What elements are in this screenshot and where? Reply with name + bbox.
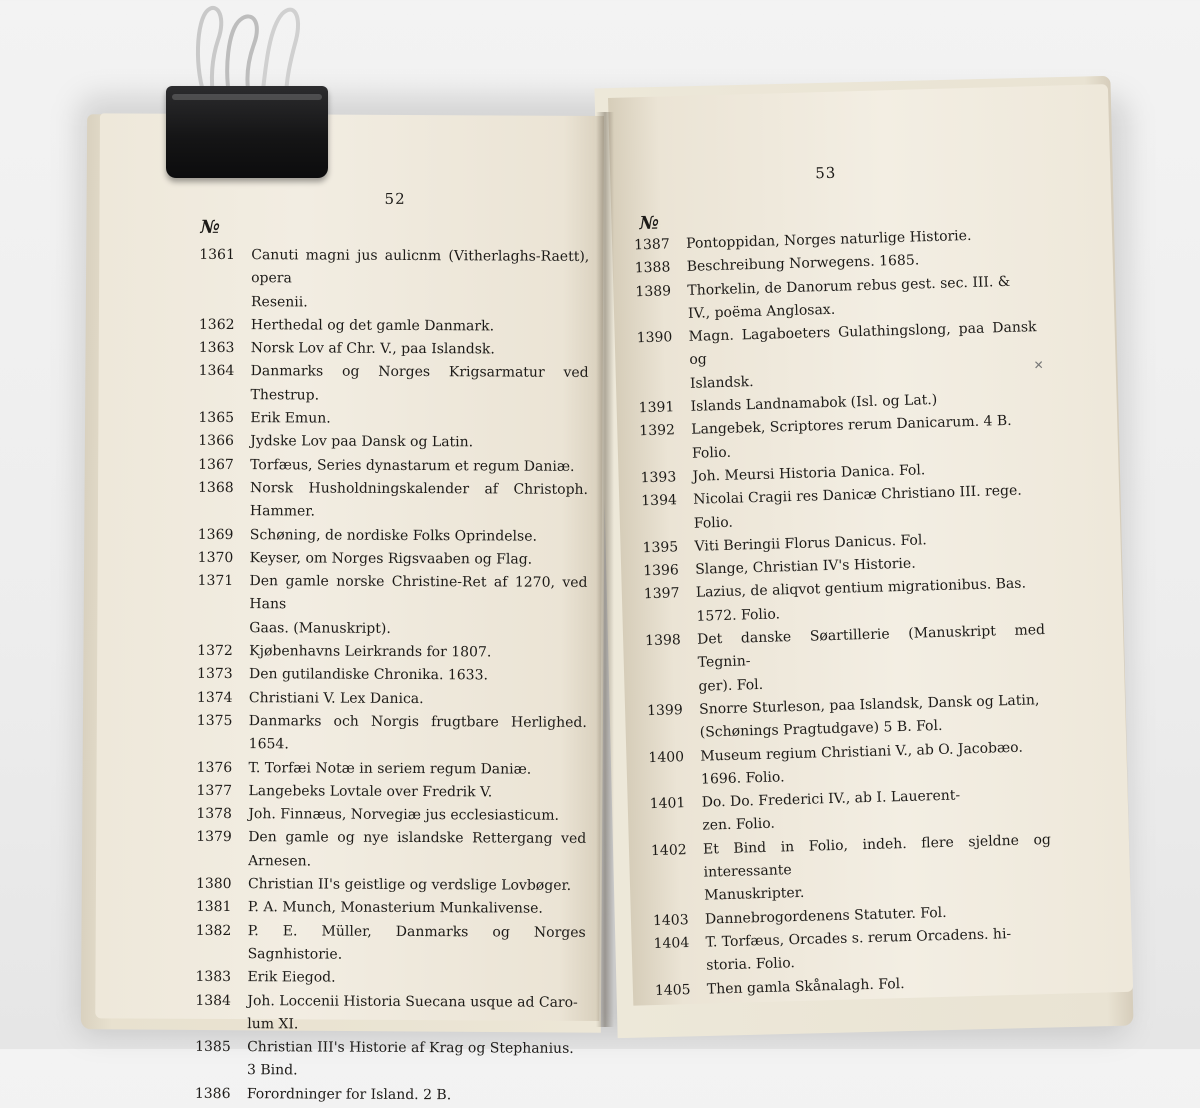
- entry-number: 1385: [195, 1038, 231, 1056]
- entry-text-line: Norsk Husholdningskalender af Christoph. Hammer.: [249, 480, 589, 520]
- entry-text: [248, 780, 586, 805]
- entry-number: 1382: [195, 922, 232, 939]
- entry-text: [249, 640, 587, 665]
- binder-clip-icon: [166, 0, 336, 182]
- entry-text: [251, 314, 589, 339]
- catalog-entry: [198, 477, 588, 526]
- entry-text-continuation: lum XI.: [247, 1015, 299, 1033]
- entry-text: [697, 619, 1047, 699]
- entry-number: 1394: [641, 492, 678, 510]
- entry-text-line: Christian II's geistlige og verdslige Lovbøger.: [247, 876, 572, 894]
- entry-text-line: Beschreibung Norwegens. 1685.: [686, 252, 920, 276]
- right-number-sign: №: [639, 212, 660, 235]
- catalog-entry: [198, 407, 588, 432]
- entry-text: [249, 710, 587, 758]
- entry-text-line: Forordninger for Island. 2 B.: [246, 1085, 452, 1103]
- entry-number: 1396: [643, 562, 680, 580]
- entry-number: 1378: [196, 806, 233, 823]
- entry-number: 1364: [198, 363, 235, 380]
- pencil-mark: ✕: [1033, 357, 1044, 373]
- catalog-entry: [196, 826, 586, 875]
- entry-number: 1379: [196, 829, 232, 846]
- left-page: [95, 113, 604, 1103]
- entry-text-line: Canuti magni jus aulicnm (Vitherlaghs-Raett), opera: [251, 247, 590, 287]
- entry-number: 1400: [648, 748, 685, 766]
- entry-text: [250, 454, 588, 479]
- entry-text-line: Erik Emun.: [250, 410, 331, 427]
- entry-text-line: P. A. Munch, Monasterium Munkalivense.: [247, 899, 543, 918]
- entry-number: 1375: [196, 712, 233, 730]
- entry-number: 1403: [652, 911, 689, 929]
- entry-number: 1370: [197, 549, 234, 566]
- entry-number: 1376: [196, 759, 233, 776]
- entry-text-line: Den gamle og nye islandske Rettergang ved Arnesen.: [248, 829, 587, 870]
- entry-number: 1392: [639, 422, 676, 440]
- entry-number: 1374: [196, 689, 233, 706]
- entry-text: [703, 829, 1053, 909]
- entry-number: 1372: [197, 642, 233, 660]
- catalog-entry: [636, 316, 1038, 397]
- entry-text: [250, 431, 588, 456]
- book-gutter: [596, 112, 614, 1027]
- entry-text-line: Joh. Meursi Historia Danica. Fol.: [692, 462, 926, 485]
- entry-number: 1362: [198, 316, 235, 333]
- catalog-entry: [199, 244, 589, 316]
- entry-text: [248, 873, 586, 898]
- entry-text: [251, 244, 589, 316]
- entry-text-line: Slange, Christian IV's Historie.: [694, 555, 916, 578]
- entry-number: 1363: [198, 340, 235, 357]
- entry-text-line: Museum regium Christiani V., ab O. Jacobæo.: [700, 739, 1024, 765]
- entry-text-continuation: ger). Fol.: [698, 676, 764, 695]
- catalog-entry: [651, 829, 1053, 910]
- entry-text: [249, 663, 587, 688]
- entry-text-continuation: storia. Folio.: [706, 955, 796, 974]
- entry-text-line: Det danske Søartillerie (Manuskript med Tegnin-: [696, 622, 1046, 672]
- catalog-entry: [195, 966, 585, 991]
- entry-text-continuation: (Schønings Pragtudgave) 5 B. Fol.: [699, 718, 943, 741]
- entry-text-line: Et Bind in Folio, indeh. flere sjeldne og interessante: [702, 831, 1052, 881]
- catalog-entry: [196, 803, 586, 828]
- entry-text-line: T. Torfæi Notæ in seriem regum Daniæ.: [248, 759, 532, 778]
- right-page-number: 53: [814, 163, 837, 183]
- entry-text-line: Then gamla Skånalagh. Fol.: [706, 975, 905, 998]
- entry-text-line: Langebeks Lovtale over Fredrik V.: [248, 782, 493, 801]
- catalog-entry: [195, 1036, 585, 1085]
- catalog-entry: [196, 873, 586, 898]
- entry-text-line: Christiani V. Lex Danica.: [248, 689, 424, 707]
- catalog-entry: [197, 710, 587, 759]
- entry-number: 1367: [198, 456, 234, 473]
- entry-text-line: Nicolai Cragii res Danicæ Christiano III. rege.: [693, 482, 1022, 509]
- catalog-entry: [196, 919, 586, 968]
- right-page: [608, 84, 1133, 1006]
- entry-text-line: Herthedal og det gamle Danmark.: [250, 317, 495, 335]
- catalog-entry: [198, 360, 588, 409]
- catalog-entry: [197, 640, 587, 665]
- catalog-entry: [197, 663, 587, 688]
- catalog-entry: [198, 547, 588, 572]
- entry-text-continuation: IV., poëma Anglosax.: [687, 301, 836, 322]
- entry-number: 1373: [197, 666, 233, 683]
- entry-text: [247, 1036, 585, 1084]
- entry-text-line: Norsk Lov af Chr. V., paa Islandsk.: [250, 340, 495, 358]
- entry-number: 1381: [195, 899, 232, 916]
- entry-text: [249, 687, 587, 712]
- entry-number: 1377: [196, 782, 233, 799]
- entry-text-continuation: Folio.: [691, 444, 732, 462]
- left-number-sign: №: [200, 216, 221, 238]
- entry-number: 1404: [653, 934, 690, 952]
- entry-text-line: Lazius, de aliqvot gentium migrationibus. Bas.: [695, 575, 1027, 602]
- entry-text: [251, 337, 589, 362]
- catalog-entry: [198, 430, 588, 455]
- entry-number: 1388: [634, 259, 671, 277]
- entry-number: 1405: [654, 981, 691, 999]
- entry-number: 1390: [636, 329, 673, 347]
- entry-text: [248, 896, 586, 921]
- catalog-entry: [196, 780, 586, 805]
- entry-text-line: Jydske Lov paa Dansk og Latin.: [250, 433, 474, 451]
- entry-text-line: Danmarks og Norges Krigsarmatur ved Thestrup.: [250, 363, 589, 404]
- entry-number: 1386: [194, 1085, 231, 1102]
- entry-text: [248, 920, 586, 968]
- entry-text: [247, 1083, 585, 1108]
- entry-text-line: Pontoppidan, Norges naturlige Historie.: [685, 227, 972, 252]
- entry-number: 1402: [650, 841, 687, 859]
- entry-text: [249, 757, 587, 782]
- entry-text-line: Viti Beringii Florus Danicus. Fol.: [694, 532, 928, 555]
- binder-clip-body: [166, 86, 328, 178]
- entry-text: [250, 477, 588, 525]
- catalog-entry: [195, 989, 585, 1038]
- entry-number: 1365: [198, 409, 235, 427]
- catalog-entry: [198, 523, 588, 548]
- catalog-entry: [196, 896, 586, 921]
- entry-text: [247, 990, 585, 1038]
- catalog-entry: [195, 1083, 585, 1108]
- entry-text: [248, 803, 586, 828]
- entry-text-line: Schøning, de nordiske Folks Oprindelse.: [249, 526, 538, 545]
- entry-number: 1369: [197, 526, 234, 543]
- entry-text: [248, 827, 586, 875]
- entry-text: [249, 570, 587, 642]
- entry-number: 1368: [198, 479, 234, 497]
- catalog-entry: [199, 314, 589, 339]
- entry-number: 1366: [198, 433, 234, 450]
- entry-text-line: Den gamle norske Christine-Ret af 1270, ved Hans: [249, 573, 588, 613]
- entry-number: 1397: [643, 585, 680, 603]
- entry-text-line: Islands Landnamabok (Isl. og Lat.): [690, 392, 938, 415]
- entry-text-line: T. Torfæus, Orcades s. rerum Orcadens. hi-: [705, 925, 1012, 951]
- entry-text-continuation: Manuskripter.: [704, 885, 805, 904]
- entry-text-line: Dannebrogordenens Statuter. Fol.: [704, 904, 947, 928]
- entry-number: 1384: [195, 992, 232, 1009]
- entry-number: 1387: [633, 236, 670, 254]
- entry-text: [247, 966, 585, 991]
- entry-text: [250, 361, 588, 409]
- entry-text-line: Keyser, om Norges Rigsvaaben og Flag.: [249, 550, 533, 568]
- right-entry-list: [634, 223, 1055, 1003]
- entry-number: 1401: [649, 795, 686, 813]
- entry-text: [688, 316, 1038, 396]
- entry-text-continuation: Islandsk.: [689, 373, 754, 392]
- entry-text-line: Torfæus, Series dynastarum et regum Daniæ.: [250, 456, 575, 475]
- entry-text-line: Joh. Finnæus, Norvegiæ jus ecclesiasticum.: [248, 806, 560, 824]
- left-page-number: 52: [384, 189, 406, 208]
- catalog-entry: [198, 454, 588, 479]
- entry-number: 1391: [638, 399, 675, 417]
- entry-text-continuation: zen. Folio.: [702, 816, 776, 835]
- catalog-entry: [197, 687, 587, 712]
- entry-text-line: Erik Eiegod.: [247, 969, 336, 986]
- entry-text-continuation: 3 Bind.: [246, 1062, 298, 1079]
- entry-text-line: Kjøbenhavns Leirkrands for 1807.: [249, 643, 492, 661]
- entry-text-line: Den gutilandiske Chronika. 1633.: [249, 666, 489, 684]
- entry-number: 1398: [644, 632, 682, 650]
- entry-text-continuation: Folio.: [693, 514, 734, 532]
- entry-text-line: Joh. Loccenii Historia Suecana usque ad Caro-: [247, 992, 578, 1011]
- entry-text-line: Thorkelin, de Danorum rebus gest. sec. III. &: [687, 273, 1011, 299]
- catalog-entry: [197, 756, 587, 781]
- left-entry-list: [195, 244, 590, 1108]
- entry-number: 1395: [642, 539, 679, 557]
- entry-text-line: Danmarks och Norgis frugtbare Herlighed. 1654.: [248, 713, 587, 753]
- entry-number: 1399: [646, 702, 683, 720]
- entry-number: 1383: [195, 969, 232, 986]
- entry-text-line: P. E. Müller, Danmarks og Norges Sagnhistorie.: [247, 922, 586, 963]
- catalog-entry: [199, 337, 589, 362]
- entry-text-line: Christian III's Historie af Krag og Stephanius.: [247, 1039, 574, 1057]
- entry-text-line: Magn. Lagaboeters Gulathingslong, paa Dansk og: [688, 319, 1037, 369]
- entry-text: [250, 524, 588, 549]
- entry-text: [250, 547, 588, 572]
- entry-number: 1389: [635, 282, 672, 300]
- entry-number: 1361: [199, 246, 235, 264]
- catalog-entry: [645, 619, 1047, 700]
- entry-number: 1371: [197, 573, 234, 590]
- entry-text-line: Do. Do. Frederici IV., ab I. Lauerent-: [701, 787, 961, 811]
- entry-text-continuation: Gaas. (Manuskript).: [249, 619, 391, 637]
- entry-text-line: Langebek, Scriptores rerum Danicarum. 4 B.: [691, 413, 1012, 439]
- entry-text: [250, 407, 588, 432]
- entry-text-continuation: 1572. Folio.: [696, 606, 781, 625]
- entry-text-continuation: 1696. Folio.: [700, 769, 785, 788]
- catalog-entry: [197, 570, 587, 642]
- entry-number: 1393: [640, 469, 677, 487]
- entry-number: 1380: [195, 875, 232, 893]
- entry-text-continuation: Resenii.: [250, 293, 308, 311]
- entry-text-line: Snorre Sturleson, paa Islandsk, Dansk og Latin,: [698, 692, 1040, 718]
